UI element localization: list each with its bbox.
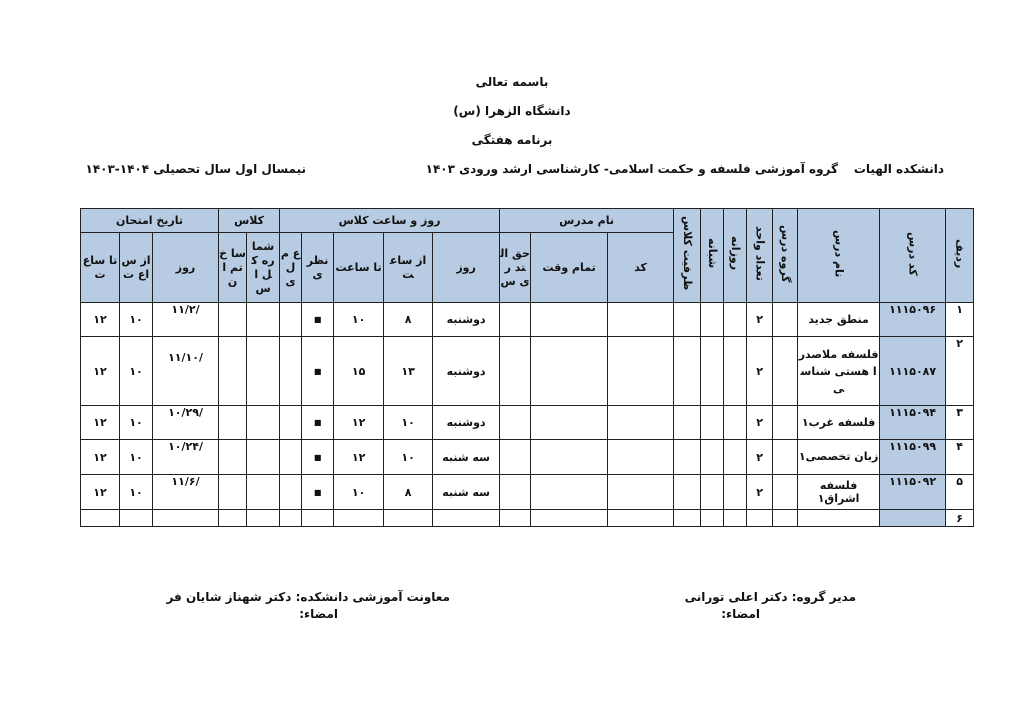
header-daily: روزانه [724,209,747,303]
header-teacher-fulltime: تمام وقت [531,233,608,303]
header-to-hour: تا ساعت [334,233,384,303]
course-group [773,303,798,337]
exam-day: /۱۰/۲۹ [153,406,219,440]
header-theory: نظر ی [302,233,334,303]
course-group [773,440,798,475]
exam-to: ۱۲ [81,303,120,337]
practical-mark [280,406,302,440]
teacher-code [608,303,674,337]
faculty-name: دانشکده الهیات [853,162,944,176]
capacity [674,440,701,475]
teacher-fulltime [531,475,608,510]
teacher-code [608,475,674,510]
header-exam-to: تا ساع ت [81,233,120,303]
header-row-number: ردیف [946,209,974,303]
class-to: ۱۰ [334,303,384,337]
table-row [81,475,974,510]
table-row [81,440,974,475]
evening [701,475,724,510]
exam-from: ۱۰ [120,406,153,440]
theory-mark: ■ [302,303,334,337]
class-day: دوشنبه [433,303,500,337]
course-name: زبان تخصصی۱ [798,440,880,475]
course-code [880,510,946,527]
class-number [247,406,280,440]
course-code: ۱۱۱۵۰۹۹ [880,440,946,475]
teacher-code [608,337,674,406]
course-group [773,406,798,440]
exam-to: ۱۲ [81,406,120,440]
units: ۲ [747,337,773,406]
capacity [674,475,701,510]
header-evening: شبانه [701,209,724,303]
header-practical: ع م ل ی [280,233,302,303]
header-day: روز [433,233,500,303]
row-number: ۱ [946,303,974,337]
header-exam-date: تاریخ امتحان [81,209,219,233]
daily [724,337,747,406]
class-day: سه شنبه [433,475,500,510]
table-row [81,303,974,337]
class-number [247,303,280,337]
course-name: منطق جدید [798,303,880,337]
teacher-fulltime [531,440,608,475]
teacher-hourly [500,440,531,475]
header-course-group: گروه درس [773,209,798,303]
class-number [247,337,280,406]
building [219,475,247,510]
header-teacher-hourly: حق التد ری س [500,233,531,303]
exam-from: ۱۰ [120,440,153,475]
course-name [798,510,880,527]
row-number: ۲ [946,337,974,406]
semester-label: نیمسال اول سال تحصیلی ۱۴۰۴-۱۴۰۳ [85,162,306,176]
header-exam-from: از س اع ت [120,233,153,303]
theory-mark: ■ [302,440,334,475]
header-class: کلاس [219,209,280,233]
course-name: فلسفه ملاصدرا هستی شناسی [798,337,880,406]
class-from: ۱۰ [384,406,433,440]
teacher-hourly [500,303,531,337]
exam-day: /۱۱/۲ [153,303,219,337]
exam-from: ۱۰ [120,337,153,406]
row-number: ۶ [946,510,974,527]
class-from: ۱۳ [384,337,433,406]
evening [701,337,724,406]
exam-from: ۱۰ [120,303,153,337]
page-title: برنامه هفتگی [471,133,553,147]
building [219,337,247,406]
units: ۲ [747,406,773,440]
deputy: معاونت آموزشی دانشکده: دکتر شهناز شایان فر [166,590,450,604]
teacher-code [608,406,674,440]
exam-day: /۱۱/۱۰ [153,337,219,406]
deputy-signature: امضاء: [299,607,338,621]
course-code: ۱۱۱۵۰۸۷ [880,337,946,406]
group-name: گروه آموزشی فلسفه و حکمت اسلامی- کارشناسی ارشد ورودی ۱۴۰۳ [425,162,838,176]
header-capacity: ظرفیت کلاس [674,209,701,303]
course-code: ۱۱۱۵۰۹۲ [880,475,946,510]
teacher-fulltime [531,303,608,337]
class-number [247,440,280,475]
class-to: ۱۲ [334,406,384,440]
class-from: ۸ [384,303,433,337]
teacher-hourly [500,406,531,440]
row-number: ۵ [946,475,974,510]
header-class-number: شما ره کل اس [247,233,280,303]
class-number [247,475,280,510]
class-to: ۱۵ [334,337,384,406]
teacher-code [608,440,674,475]
teacher-fulltime [531,337,608,406]
daily [724,440,747,475]
course-name: فلسفه اشراق۱ [798,475,880,510]
class-to: ۱۲ [334,440,384,475]
class-from: ۱۰ [384,440,433,475]
table-row [81,337,974,406]
exam-day: /۱۱/۶ [153,475,219,510]
course-group [773,475,798,510]
theory-mark: ■ [302,337,334,406]
capacity [674,303,701,337]
header-line1: باسمه تعالی [475,75,549,89]
course-group [773,337,798,406]
teacher-fulltime [531,406,608,440]
building [219,406,247,440]
class-day: دوشنبه [433,406,500,440]
daily [724,303,747,337]
header-exam-day: روز [153,233,219,303]
capacity [674,406,701,440]
building [219,303,247,337]
evening [701,303,724,337]
header-building: سا خ تم ان [219,233,247,303]
exam-to: ۱۲ [81,475,120,510]
practical-mark [280,440,302,475]
header-teacher: نام مدرس [500,209,674,233]
header-units: تعداد واحد [747,209,773,303]
course-name: فلسفه غرب۱ [798,406,880,440]
university-name: دانشگاه الزهرا (س) [453,104,571,118]
practical-mark [280,475,302,510]
units: ۲ [747,475,773,510]
class-day: دوشنبه [433,337,500,406]
evening [701,440,724,475]
units: ۲ [747,303,773,337]
exam-from: ۱۰ [120,475,153,510]
units: ۲ [747,440,773,475]
teacher-hourly [500,475,531,510]
theory-mark: ■ [302,406,334,440]
evening [701,406,724,440]
course-code: ۱۱۱۵۰۹۶ [880,303,946,337]
course-code: ۱۱۱۵۰۹۴ [880,406,946,440]
header-from-hour: از ساعت [384,233,433,303]
header-course-code: کد درس [880,209,946,303]
practical-mark [280,337,302,406]
daily [724,475,747,510]
table-row [81,510,974,527]
teacher-hourly [500,337,531,406]
header-teacher-code: کد [608,233,674,303]
row-number: ۴ [946,440,974,475]
exam-to: ۱۲ [81,337,120,406]
capacity [674,337,701,406]
theory-mark: ■ [302,475,334,510]
daily [724,406,747,440]
class-to: ۱۰ [334,475,384,510]
exam-day: /۱۰/۲۴ [153,440,219,475]
practical-mark [280,303,302,337]
schedule-table [80,208,974,527]
building [219,440,247,475]
group-head: مدیر گروه: دکتر اعلی تورانی [684,590,856,604]
header-day-time: روز و ساعت کلاس [280,209,500,233]
exam-to: ۱۲ [81,440,120,475]
row-number: ۳ [946,406,974,440]
class-day: سه شنبه [433,440,500,475]
header-course-name: نام درس [798,209,880,303]
class-from: ۸ [384,475,433,510]
table-row [81,406,974,440]
group-head-signature: امضاء: [721,607,760,621]
